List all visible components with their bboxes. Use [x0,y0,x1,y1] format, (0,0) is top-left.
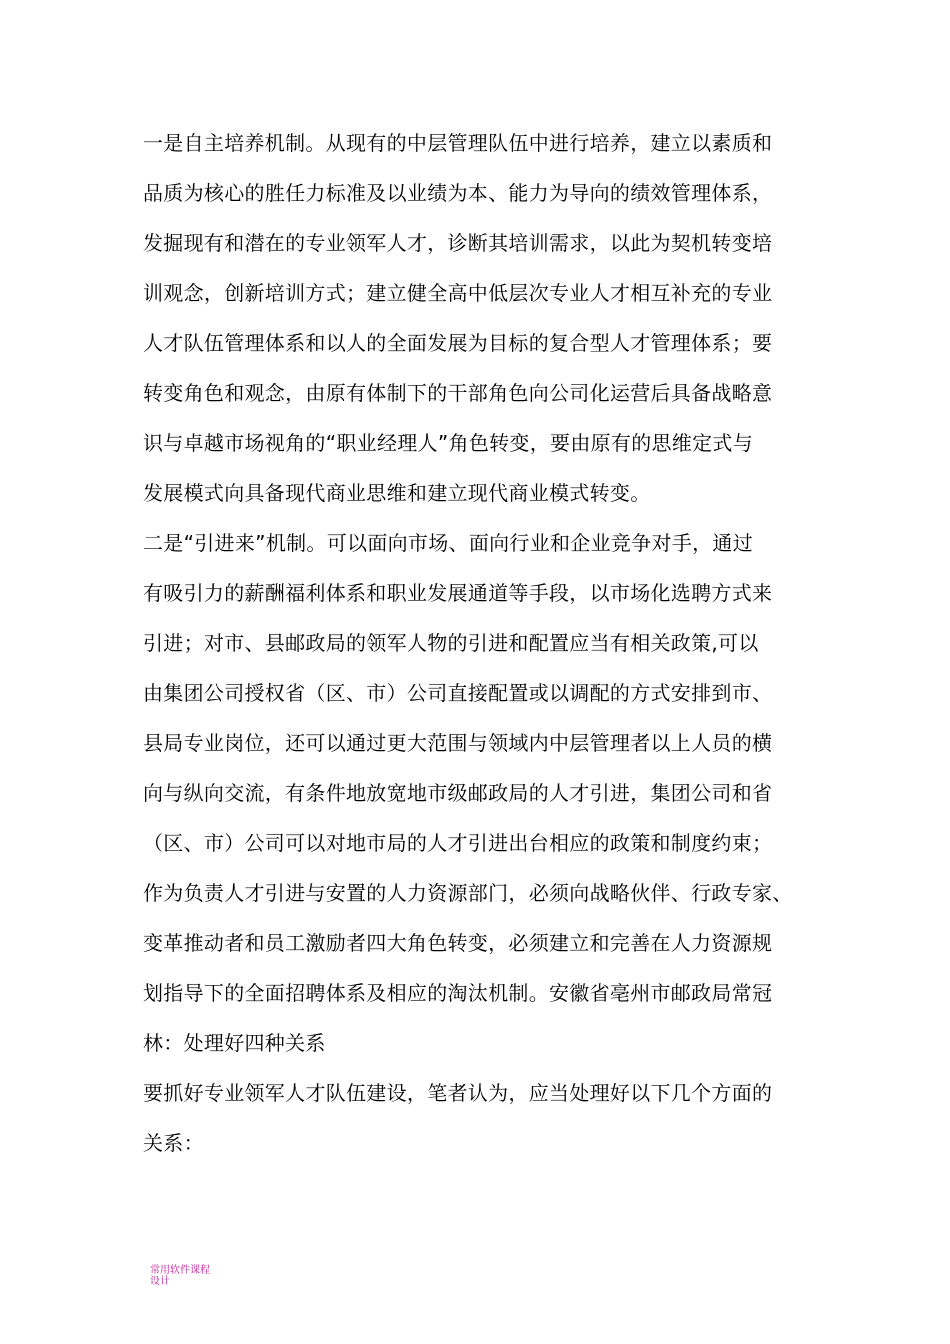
text-line: 品质为核心的胜任力标准及以业绩为本、能力为导向的绩效管理体系， [143,181,773,205]
paragraph-self-training [143,118,823,518]
footer-note [150,1265,270,1287]
paragraph-bring-in [143,518,823,1068]
text-line: 县局专业岗位，还可以通过更大范围与领域内中层管理者以上人员的横 [143,731,773,755]
text-line: 引进；对市、县邮政局的领军人物的引进和配置应当有相关政策,可以 [143,631,759,655]
text-line: 关系： [143,1131,204,1155]
text-line: 二是“引进来”机制。可以面向市场、面向行业和企业竞争对手，通过 [143,531,754,555]
footer-line: 设计 [150,1276,170,1287]
text-line: 识与卓越市场视角的“职业经理人”角色转变，要由原有的思维定式与 [143,431,754,455]
paragraph-relationships [143,1068,823,1168]
text-line: 训观念，创新培训方式；建立健全高中低层次专业人才相互补充的专业 [143,281,773,305]
text-line: 发展模式向具备现代商业思维和建立现代商业模式转变。 [143,481,651,505]
text-line: 作为负责人才引进与安置的人力资源部门，必须向战略伙伴、行政专家、 [143,881,793,905]
text-line: 由集团公司授权省（区、市）公司直接配置或以调配的方式安排到市、 [143,681,773,705]
text-line: 一是自主培养机制。从现有的中层管理队伍中进行培养，建立以素质和 [143,131,773,155]
text-line: 向与纵向交流，有条件地放宽地市级邮政局的人才引进，集团公司和省 [143,781,773,805]
text-line: 有吸引力的薪酬福利体系和职业发展通道等手段，以市场化选聘方式来 [143,581,773,605]
footer-line: 常用软件课程 [150,1265,210,1276]
text-line: 林：处理好四种关系 [143,1031,326,1055]
document-body [143,118,823,1168]
text-line: 发掘现有和潜在的专业领军人才，诊断其培训需求，以此为契机转变培 [143,231,773,255]
text-line: 划指导下的全面招聘体系及相应的淘汰机制。安徽省亳州市邮政局常冠 [143,981,773,1005]
text-line: 转变角色和观念，由原有体制下的干部角色向公司化运营后具备战略意 [143,381,773,405]
text-line: （区、市）公司可以对地市局的人才引进出台相应的政策和制度约束； [143,831,773,855]
text-line: 变革推动者和员工激励者四大角色转变，必须建立和完善在人力资源规 [143,931,773,955]
text-line: 要抓好专业领军人才队伍建设，笔者认为，应当处理好以下几个方面的 [143,1081,773,1105]
text-line: 人才队伍管理体系和以人的全面发展为目标的复合型人才管理体系；要 [143,331,773,355]
